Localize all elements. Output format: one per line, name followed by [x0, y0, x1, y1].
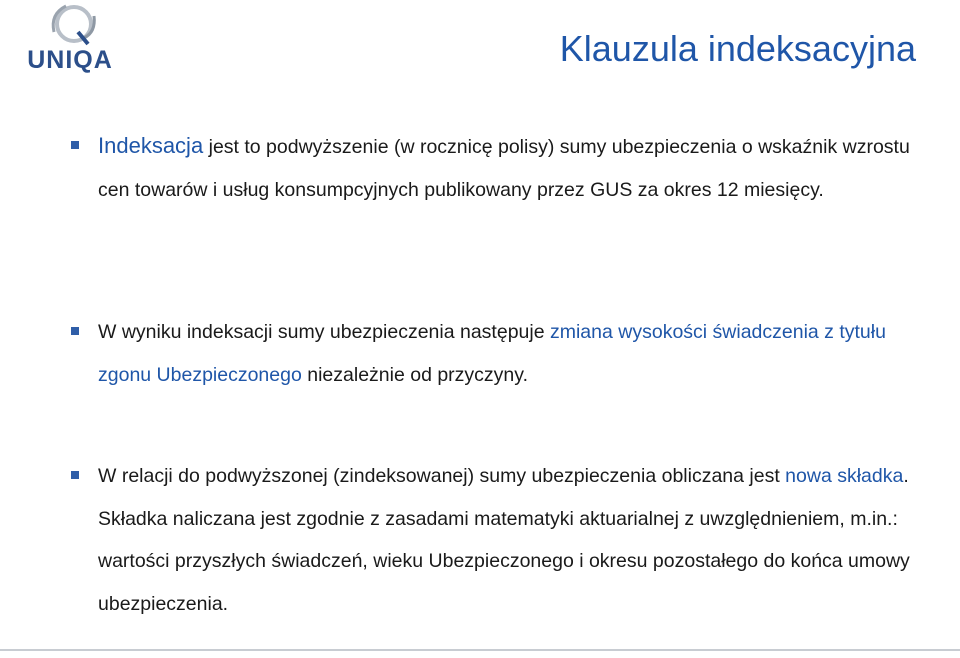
uniqa-arc-icon	[44, 2, 100, 48]
footer-divider	[0, 649, 960, 651]
bullet-item-benefit-change	[98, 311, 918, 396]
bullet-square-icon	[71, 471, 79, 479]
bullet-item-new-premium	[98, 455, 918, 625]
bullet-text: niezależnie od przyczyny.	[301, 363, 528, 386]
bullet-square-icon	[71, 141, 79, 149]
slide-title: Klauzula indeksacyjna	[559, 28, 916, 69]
bullet-text: . Składka naliczana jest zgodnie z zasadami matematyki aktuarialnej z uwzględnieniem, m.in.: wartości przyszłych świadczeń, wieku Ubezpieczonego i okresu pozostałego do końca umowy ubezpieczenia.	[98, 465, 910, 615]
logo-wordmark: UNIQA	[27, 46, 113, 74]
term-indeksacja: Indeksacja	[98, 133, 204, 158]
bullet-text: W wyniku indeksacji sumy ubezpieczenia następuje	[98, 321, 550, 343]
bullet-text: W relacji do podwyższonej (zindeksowanej) sumy ubezpieczenia obliczana jest	[98, 465, 786, 487]
highlight-text: nowa składka	[785, 465, 904, 487]
bullet-text: jest to podwyższenie (w rocznicę polisy) sumy ubezpieczenia o wskaźnik wzrostu cen towarów i usług konsumpcyjnych publikowany przez GUS za okres 12 miesięcy.	[98, 136, 910, 201]
bullet-item-indexation-definition	[98, 125, 918, 211]
highlight-text: zmiana wysokości świadczenia z tytułu zgonu Ubezpieczonego	[98, 321, 886, 386]
bullet-square-icon	[71, 327, 79, 335]
uniqa-logo	[20, 2, 120, 74]
